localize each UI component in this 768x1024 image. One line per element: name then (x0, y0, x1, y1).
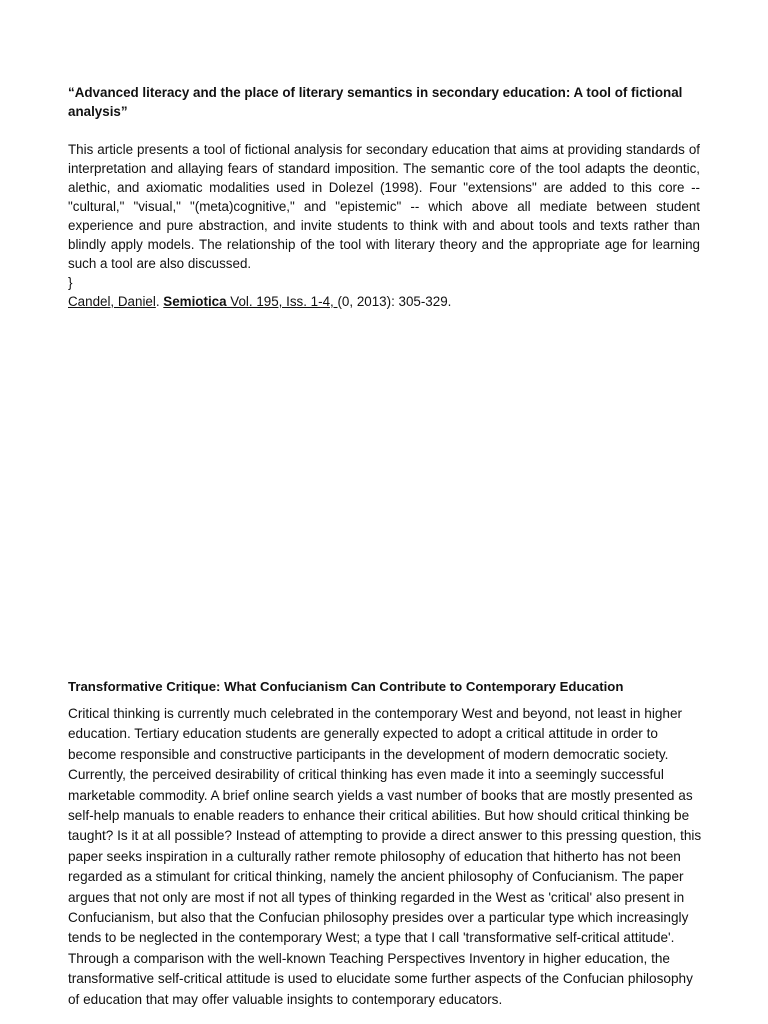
closing-brace: } (68, 275, 73, 290)
article-entry-confucianism (68, 677, 704, 1010)
article-abstract: Critical thinking is currently much celebrated in the contemporary West and beyond, not least in higher education. Tertiary education students are generally expected to adopt a critical attitude in order to become responsible and constructive participants in the development of modern democratic society. Currently, the perceived desirability of critical thinking has even made it into a seemingly successful marketable commodity. A brief online search yields a vast number of books that are mostly presented as self-help manuals to enable readers to enhance their critical abilities. But how should critical thinking be taught? Is it at all possible? Instead of attempting to provide a direct answer to this pressing question, this paper seeks inspiration in a culturally rather remote philosophy of education that hitherto has not been regarded as a stimulant for critical thinking, namely the ancient philosophy of Confucianism. The paper argues that not only are most if not all types of thinking regarded in the West as 'critical' also present in Confucianism, but also that the Confucian philosophy presides over a particular type which increasingly tends to be neglected in the contemporary West; a type that I call 'transformative self-critical attitude'. Through a comparison with the well-known Teaching Perspectives Inventory in higher education, the transformative self-critical attitude is used to elucidate some further aspects of the Confucian philosophy of education that may offer valuable insights to contemporary educators. (68, 706, 702, 1007)
article-title: Transformative Critique: What Confucianism Can Contribute to Contemporary Education (68, 679, 624, 694)
citation-date-pages: (0, 2013): 305-329. (337, 294, 452, 309)
article-title: “Advanced literacy and the place of literary semantics in secondary education: A tool of fictional analysis” (68, 85, 683, 119)
author-link[interactable]: Candel, Daniel (68, 294, 156, 309)
article-entry-literary-semantics (68, 83, 700, 311)
citation (68, 292, 700, 311)
journal-link[interactable]: Semiotica (163, 294, 227, 309)
citation-separator: . (155, 294, 164, 309)
article-abstract: This article presents a tool of fictional analysis for secondary education that aims at providing standards of interpretation and allaying fears of standard imposition. The semantic core of the tool adapts the deontic, alethic, and axiomatic modalities used in Dolezel (1998). Four "extensions" are added to this core -- "cultural," "visual," "(meta)cognitive," and "epistemic" -- which above all mediate between student experience and pure abstraction, and invite students to think with and about tools and texts rather than blindly apply models. The relationship of the tool with literary theory and the appropriate age for learning such a tool are also discussed. (68, 142, 700, 271)
volume-link[interactable]: Vol. 195, Iss. 1-4, (226, 294, 338, 309)
